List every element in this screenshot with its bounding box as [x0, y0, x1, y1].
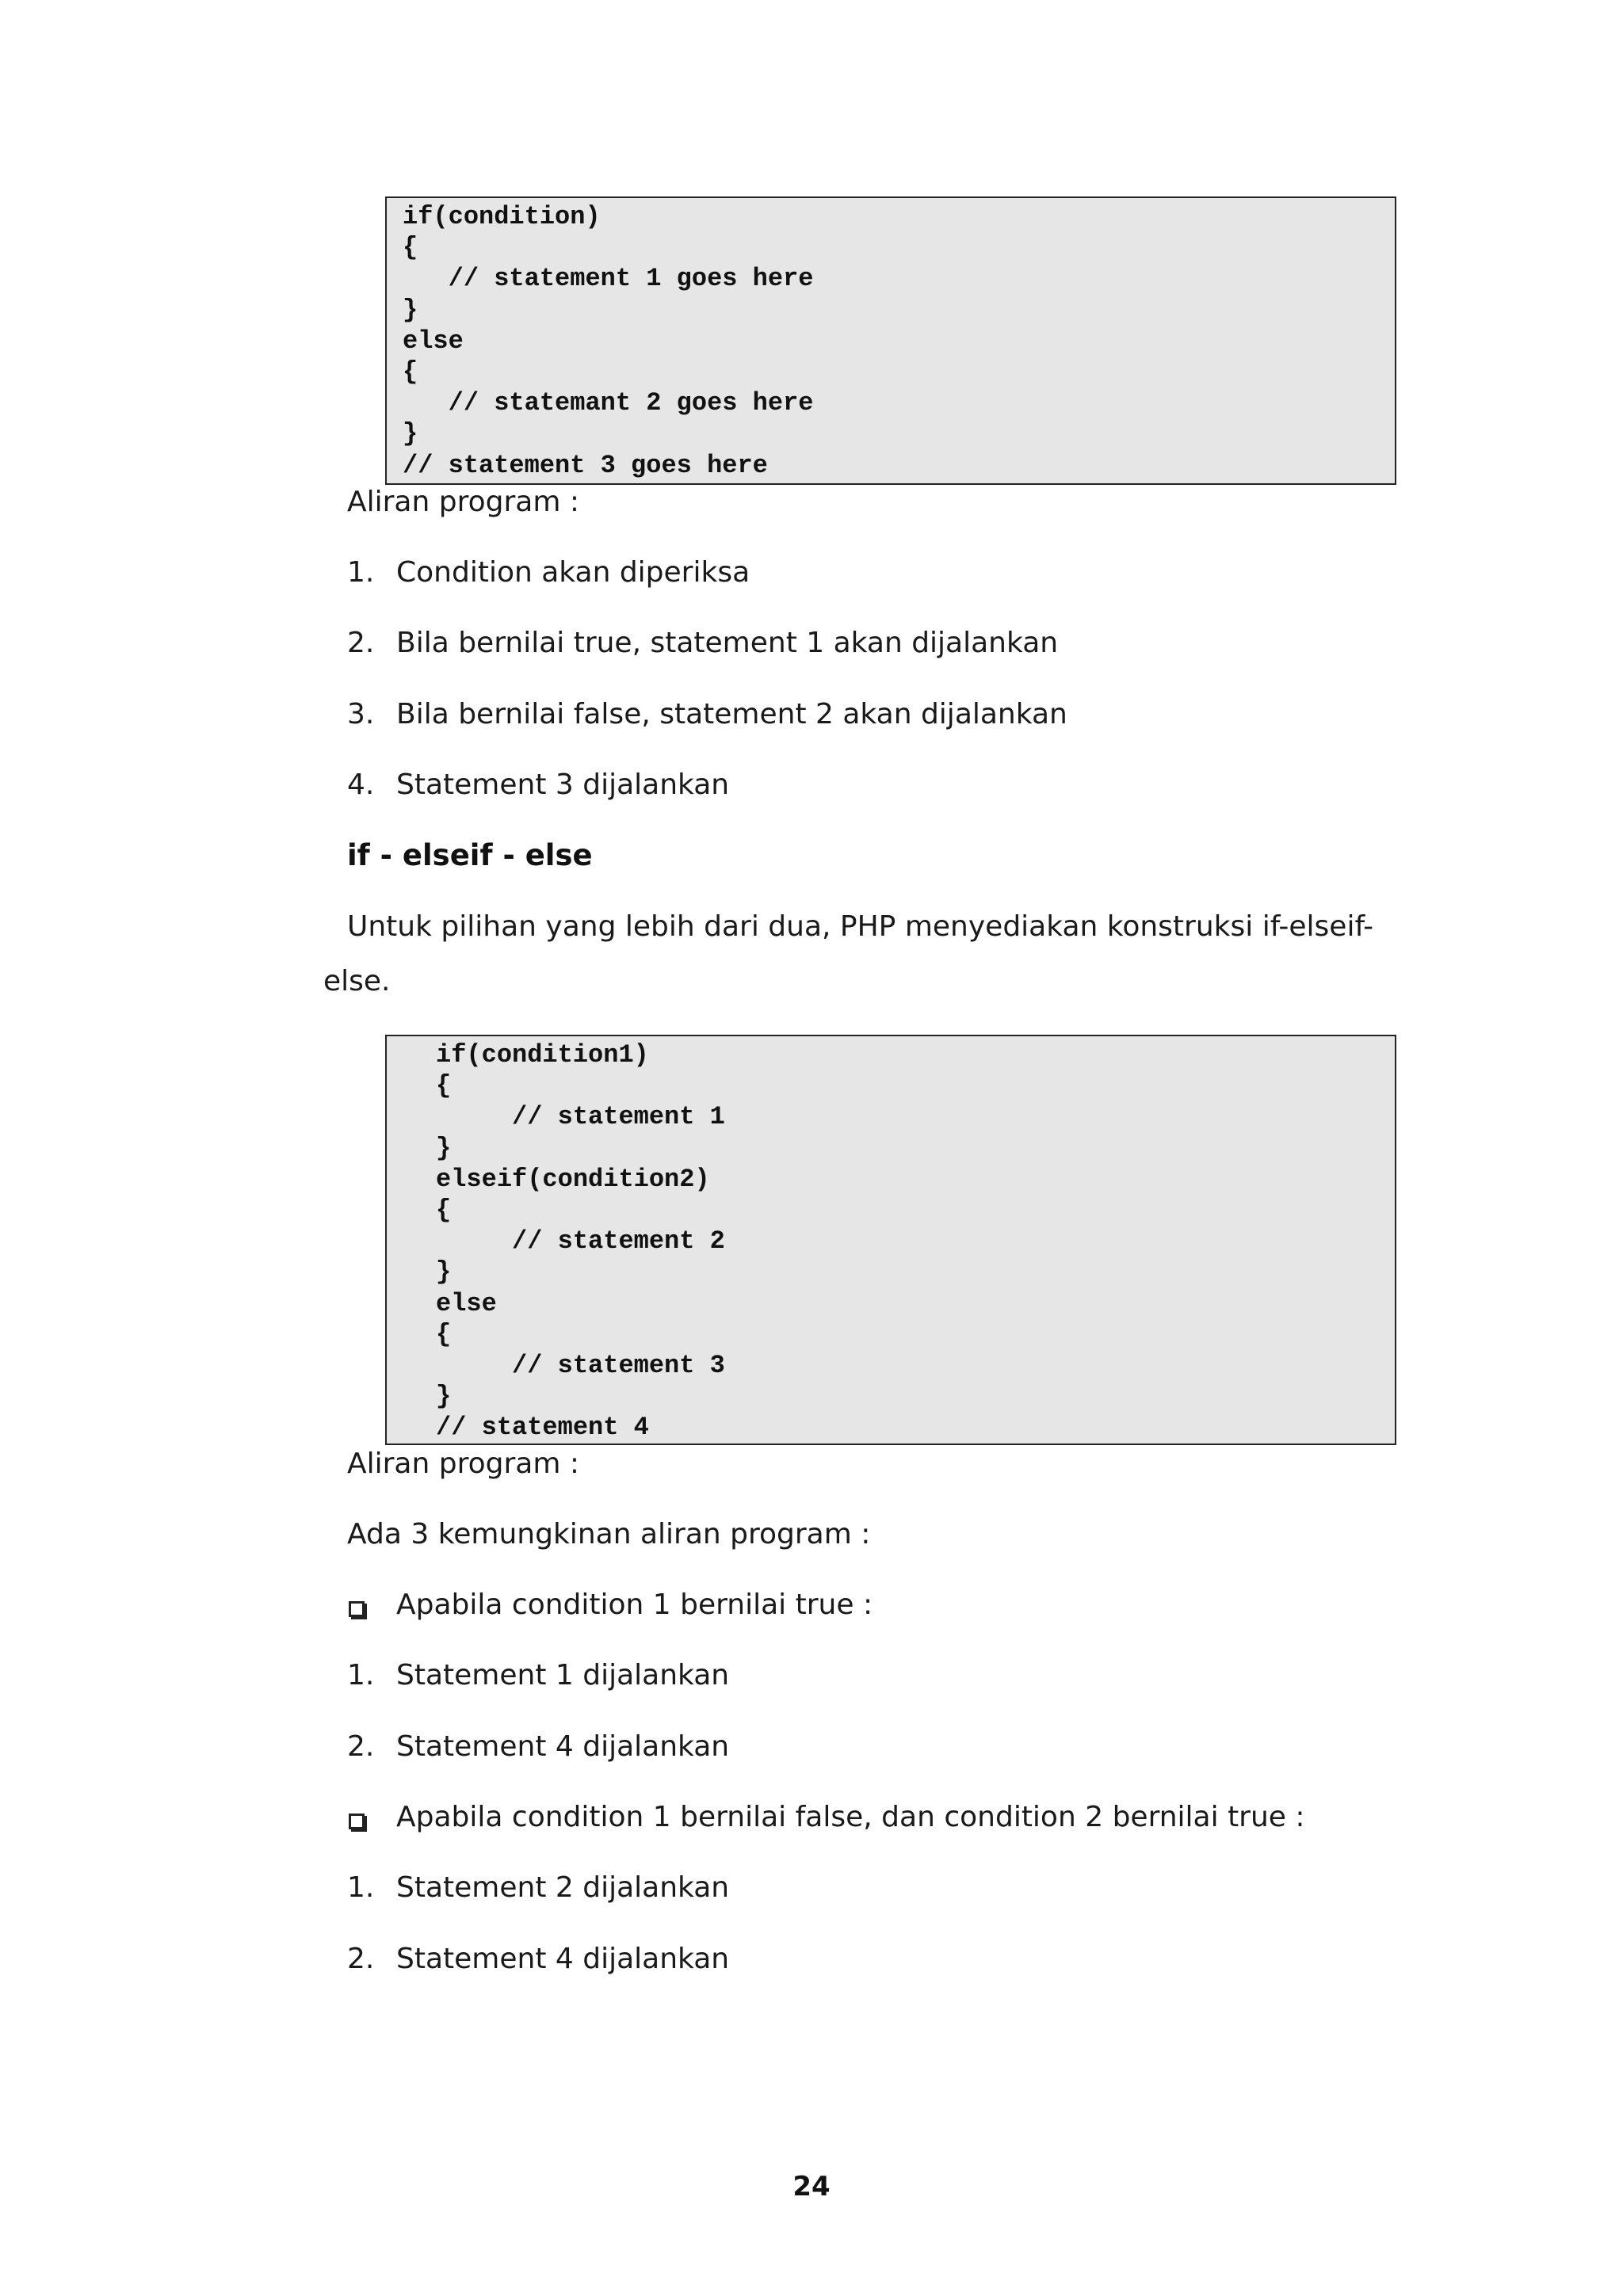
code-line: // statement 3: [436, 1350, 725, 1380]
intro-paragraph-line: else.: [323, 965, 391, 997]
list-item-number: 1.: [347, 556, 375, 589]
list-item-number: 1.: [347, 1659, 375, 1691]
code-line: // statement 2: [436, 1226, 725, 1257]
list-item: Statement 3 dijalankan: [396, 769, 730, 801]
flow-label: Aliran program :: [347, 1447, 579, 1480]
code-line: // statement 3 goes here: [403, 450, 768, 480]
intro-paragraph-line: Untuk pilihan yang lebih dari dua, PHP menyediakan konstruksi if-elseif-: [347, 910, 1374, 943]
code-line: else: [403, 326, 464, 356]
code-line: }: [403, 419, 418, 449]
checkbox-bullet-icon: [349, 1601, 365, 1617]
flow-summary: Ada 3 kemungkinan aliran program :: [347, 1518, 871, 1550]
list-item: Statement 4 dijalankan: [396, 1730, 730, 1763]
code-line: // statement 1: [436, 1102, 725, 1132]
code-line: {: [436, 1071, 452, 1101]
list-item: Statement 2 dijalankan: [396, 1871, 730, 1904]
list-item: Bila bernilai true, statement 1 akan dijalankan: [396, 627, 1059, 659]
page-number: 24: [792, 2171, 831, 2203]
list-item-number: 1.: [347, 1871, 375, 1904]
code-line: // statement 4: [436, 1413, 649, 1443]
code-line: }: [436, 1257, 452, 1287]
list-item-number: 2.: [347, 627, 375, 659]
list-item: Statement 4 dijalankan: [396, 1943, 730, 1975]
code-line: // statement 1 goes here: [403, 264, 814, 294]
code-line: elseif(condition2): [436, 1164, 710, 1194]
code-line: {: [403, 233, 418, 263]
flow-label: Aliran program :: [347, 486, 579, 518]
code-line: {: [436, 1319, 452, 1349]
section-heading: if - elseif - else: [347, 838, 593, 872]
code-line: {: [403, 357, 418, 387]
code-block-if-else: [385, 196, 1396, 485]
code-line: }: [436, 1382, 452, 1412]
code-line: {: [436, 1195, 452, 1225]
code-line: if(condition): [403, 202, 601, 231]
list-item-number: 4.: [347, 769, 375, 801]
list-item: Bila bernilai false, statement 2 akan dijalankan: [396, 698, 1067, 730]
bullet-item: Apabila condition 1 bernilai false, dan condition 2 bernilai true :: [396, 1801, 1305, 1833]
code-line: if(condition1): [436, 1040, 649, 1070]
bullet-item: Apabila condition 1 bernilai true :: [396, 1589, 873, 1621]
code-line: }: [403, 295, 418, 325]
code-line: // statemant 2 goes here: [403, 388, 814, 418]
code-line: else: [436, 1288, 497, 1318]
list-item-number: 2.: [347, 1730, 375, 1763]
list-item-number: 2.: [347, 1943, 375, 1975]
checkbox-bullet-icon: [349, 1814, 365, 1829]
list-item: Statement 1 dijalankan: [396, 1659, 730, 1691]
list-item-number: 3.: [347, 698, 375, 730]
list-item: Condition akan diperiksa: [396, 556, 750, 589]
code-block-if-elseif-else: [385, 1035, 1396, 1445]
code-line: }: [436, 1133, 452, 1163]
